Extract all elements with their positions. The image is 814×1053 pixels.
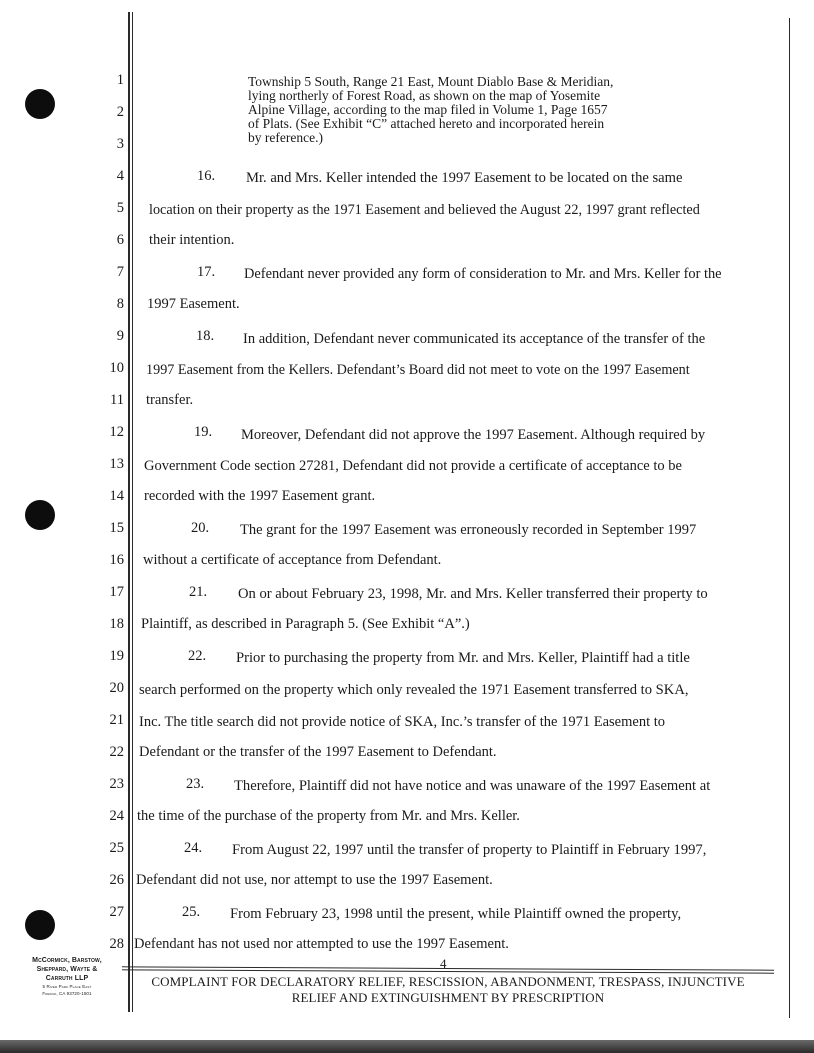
- paragraph-line: Defendant has not used nor attempted to use the 1997 Easement.: [134, 936, 509, 952]
- line-number: 27: [109, 904, 124, 920]
- page-number: 4: [440, 956, 447, 971]
- line-number: 10: [109, 360, 124, 376]
- paragraph-first-line: From February 23, 1998 until the present, while Plaintiff owned the property,: [230, 906, 682, 922]
- firm-line: McCormick, Barstow,: [32, 957, 102, 964]
- quote-line: by reference.): [248, 130, 323, 145]
- line-number: 4: [116, 168, 124, 184]
- line-number: 1: [116, 72, 124, 88]
- scan-edge-shadow: [0, 1040, 814, 1053]
- paragraph-first-line: Prior to purchasing the property from Mr. and Mrs. Keller, Plaintiff had a title: [236, 650, 690, 666]
- punch-hole-top: [25, 89, 55, 119]
- paragraph-line: Defendant or the transfer of the 1997 Easement to Defendant.: [139, 744, 497, 760]
- paragraph-line: search performed on the property which only revealed the 1971 Easement transferred to SKA,: [139, 682, 689, 698]
- paragraph-number: 17.: [197, 264, 216, 280]
- line-number: 28: [109, 936, 124, 952]
- paragraph-number: 19.: [194, 424, 213, 440]
- firm-address: 5 River Park Place East: [42, 984, 92, 989]
- line-number: 2: [116, 104, 124, 120]
- law-firm-name: [14, 956, 120, 997]
- paragraph-line: 1997 Easement.: [147, 296, 240, 312]
- quote-line: Alpine Village, according to the map filed in Volume 1, Page 1657: [248, 102, 608, 117]
- paragraph-first-line: In addition, Defendant never communicated its acceptance of the transfer of the: [243, 331, 706, 347]
- left-margin-rule-inner: [132, 12, 133, 1012]
- paragraph-line: without a certificate of acceptance from Defendant.: [143, 552, 442, 568]
- line-number: 8: [116, 296, 124, 312]
- line-number: 22: [109, 744, 124, 760]
- paragraph-first-line: Moreover, Defendant did not approve the 1997 Easement. Although required by: [241, 427, 706, 443]
- line-number: 6: [116, 232, 124, 248]
- paragraph-number: 21.: [189, 584, 208, 600]
- footer-caption-line-2: RELIEF AND EXTINGUISHMENT BY PRESCRIPTION: [291, 990, 605, 1005]
- quote-line: lying northerly of Forest Road, as shown on the map of Yosemite: [248, 88, 601, 103]
- line-number: 15: [109, 520, 124, 536]
- line-number: 3: [116, 136, 124, 152]
- line-number: 13: [109, 456, 124, 472]
- paragraph-line: their intention.: [149, 232, 235, 248]
- line-number: 20: [109, 680, 124, 696]
- paragraph-line: Plaintiff, as described in Paragraph 5. (See Exhibit “A”.): [141, 616, 470, 632]
- right-margin-rule: [789, 18, 790, 1018]
- quote-line: Township 5 South, Range 21 East, Mount Diablo Base & Meridian,: [248, 74, 614, 89]
- line-number: 14: [109, 488, 124, 504]
- line-number: 24: [109, 808, 124, 824]
- line-number: 17: [109, 584, 124, 600]
- line-number: 21: [109, 712, 124, 728]
- paragraph-line: Defendant did not use, nor attempt to use the 1997 Easement.: [136, 872, 493, 888]
- paragraph-number: 20.: [191, 520, 210, 536]
- footer-caption-line-1: COMPLAINT FOR DECLARATORY RELIEF, RESCISSION, ABANDONMENT, TRESPASS, INJUNCTIVE: [151, 974, 745, 989]
- firm-line: Sheppard, Wayte &: [36, 966, 98, 973]
- line-number: 12: [109, 424, 124, 440]
- paragraph-line: transfer.: [146, 392, 194, 408]
- paragraph-first-line: Mr. and Mrs. Keller intended the 1997 Easement to be located on the same: [246, 170, 683, 186]
- paragraph-number: 22.: [188, 648, 207, 664]
- paragraph-line: the time of the purchase of the property from Mr. and Mrs. Keller.: [137, 808, 520, 824]
- left-margin-rule: [128, 12, 130, 1012]
- paragraph-line: 1997 Easement from the Kellers. Defendant’s Board did not meet to vote on the 1997 Easement: [146, 362, 690, 378]
- line-number: 11: [110, 392, 124, 408]
- line-number: 25: [109, 840, 124, 856]
- line-number: 9: [116, 328, 124, 344]
- paragraph-line: location on their property as the 1971 Easement and believed the August 22, 1997 grant reflected: [149, 202, 700, 218]
- paragraph-first-line: The grant for the 1997 Easement was erroneously recorded in September 1997: [240, 522, 697, 538]
- paragraph-number: 16.: [197, 168, 216, 184]
- paragraph-number: 18.: [196, 328, 215, 344]
- paragraph-number: 23.: [186, 776, 205, 792]
- paragraph-first-line: Therefore, Plaintiff did not have notice and was unaware of the 1997 Easement at: [234, 778, 711, 794]
- line-number: 23: [109, 776, 124, 792]
- paragraph-number: 25.: [182, 904, 201, 920]
- line-number: 5: [116, 200, 124, 216]
- paragraph-line: Inc. The title search did not provide notice of SKA, Inc.’s transfer of the 1971 Easement to: [139, 714, 666, 730]
- paragraph-line: Government Code section 27281, Defendant did not provide a certificate of acceptance to be: [144, 458, 682, 474]
- paragraph-number: 24.: [184, 840, 203, 856]
- line-number: 26: [109, 872, 124, 888]
- quote-line: of Plats. (See Exhibit “C” attached hereto and incorporated herein: [248, 116, 605, 131]
- paragraph-line: recorded with the 1997 Easement grant.: [144, 488, 376, 504]
- line-number: 16: [109, 552, 124, 568]
- punch-hole-bottom: [25, 910, 55, 940]
- line-number: 19: [109, 648, 124, 664]
- paragraph-first-line: On or about February 23, 1998, Mr. and Mrs. Keller transferred their property to: [238, 586, 708, 602]
- paragraph-first-line: From August 22, 1997 until the transfer of property to Plaintiff in February 1997,: [232, 842, 707, 858]
- line-number: 7: [116, 264, 124, 280]
- firm-address: Fresno, CA 93720-1501: [42, 991, 92, 996]
- firm-line: Carruth LLP: [45, 975, 89, 982]
- line-number: 18: [109, 616, 124, 632]
- punch-hole-middle: [25, 500, 55, 530]
- paragraph-first-line: Defendant never provided any form of consideration to Mr. and Mrs. Keller for the: [244, 266, 722, 282]
